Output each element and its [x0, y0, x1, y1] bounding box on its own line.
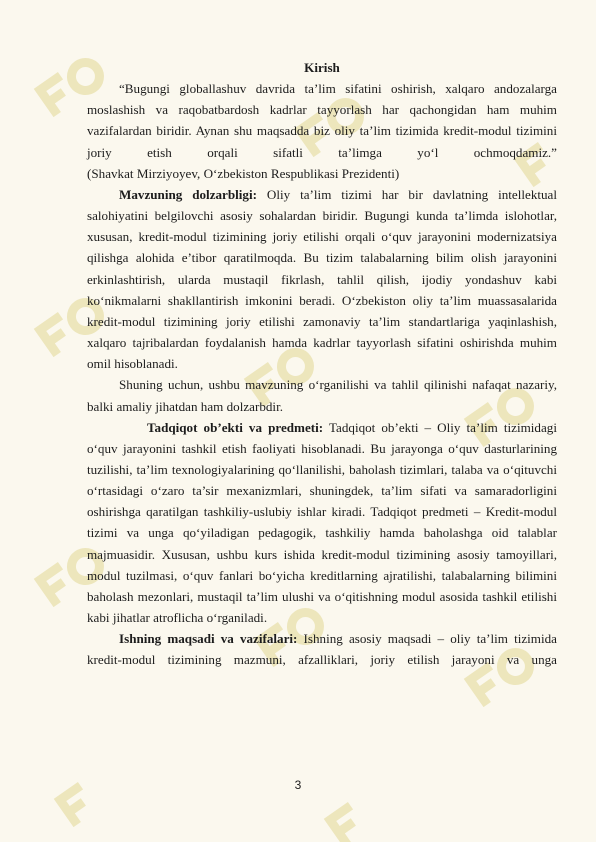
quote-author: (Shavkat Mirziyoyev, O‘zbekiston Respublikasi Prezidenti) — [87, 165, 400, 181]
quote-paragraph: “Bugungi globallashuv davrida ta’lim sifatini oshirish, xalqaro andozalarga moslashish va raqobatbardosh kadrlar tayyorlash har qachongidan ham muhim vazifalardan biridir. Aynan shu maqsadda biz oliy ta’lim tizimida kredit-modul tizimini joriy etish orqali sifatli ta’limga yo‘l ochmoqdamiz.” — [87, 81, 557, 160]
relevance-conclusion: Shuning uchun, ushbu mavzuning o‘rganilishi va tahlil qilinishi nafaqat nazariy, balki amaliy jihatdan ham dolzarbdir. — [87, 377, 557, 414]
goal-paragraph — [87, 628, 557, 670]
document-body — [87, 57, 557, 671]
object-label: Tadqiqot ob’ekti va predmeti: — [147, 419, 324, 435]
relevance-text: Oliy ta’lim tizimi har bir davlatning intellektual salohiyatini belgilovchi asosiy sohalardan biridir. Bugungi kunda ta’limda islohotlar, xususan, kredit-modul tizimining joriy etilishi orqali o‘quv jarayonini modernizatsiya qilishga alohida e’tibor qaratilmoqda. Bu tizim talabalarning bilim olish jarayonini erkinlashtirish, ularda mustaqil fikrlash, tahlil qilish, ijodiy yondashuv kabi ko‘nikmalarni shakllantirish imkonini beradi. O‘zbekiston oliy ta’lim muassasalarida kredit-modul tizimining joriy etilishi zamonaviy ta’lim standartlariga yaqinlashish, xalqaro tajribalardan foydalanish hamda kadrlar tayyorlash sifatini oshirishda muhim omil hisoblanadi. — [87, 186, 557, 372]
page-number: 3 — [294, 778, 302, 792]
goal-text: Ishning asosiy maqsadi – oliy ta’lim tizimida kredit-modul tizimining mazmuni, afzalliklari, joriy etilish jarayoni va unga — [87, 631, 557, 668]
goal-label: Ishning maqsadi va vazifalari: — [119, 631, 298, 647]
object-text: Tadqiqot ob’ekti – Oliy ta’lim tizimidagi o‘quv jarayonini tashkil etish faoliyati hisoblanadi. Bu jarayonga o‘quv dasturlarining tuzilishi, ta’lim texnologiyalarining qo‘llanilishi, baholash tizimlari, talaba va o‘qituvchi o‘rtasidagi o‘zaro ta’sir mexanizmlari, shuningdek, ta’lim sifati va samaradorligini oshirishga qaratilgan tashkiliy-uslubiy ishlar kiradi. Tadqiqot predmeti – Kredit-modul tizimi va unga qo‘yiladigan pedagogik, tashkiliy hamda baholashga oid talablar majmuasidir. Xususan, ushbu kurs ishida kredit-modul tizimining asosiy tamoyillari, modul tuzilmasi, o‘quv fanlari bo‘yicha kreditlarning ajratilishi, talabalarning bilimini baholash mezonlari, mustaqil ta’lim ulushi va o‘qitishning modul asosida tashkil etilishi kabi jihatlar atroflicha o‘rganiladi. — [87, 419, 557, 626]
relevance-paragraph — [87, 184, 557, 374]
relevance-label: Mavzuning dolzarbligi: — [119, 186, 257, 202]
watermark-glyph — [330, 806, 368, 842]
page-title: Kirish — [304, 60, 340, 75]
object-paragraph — [87, 417, 557, 629]
